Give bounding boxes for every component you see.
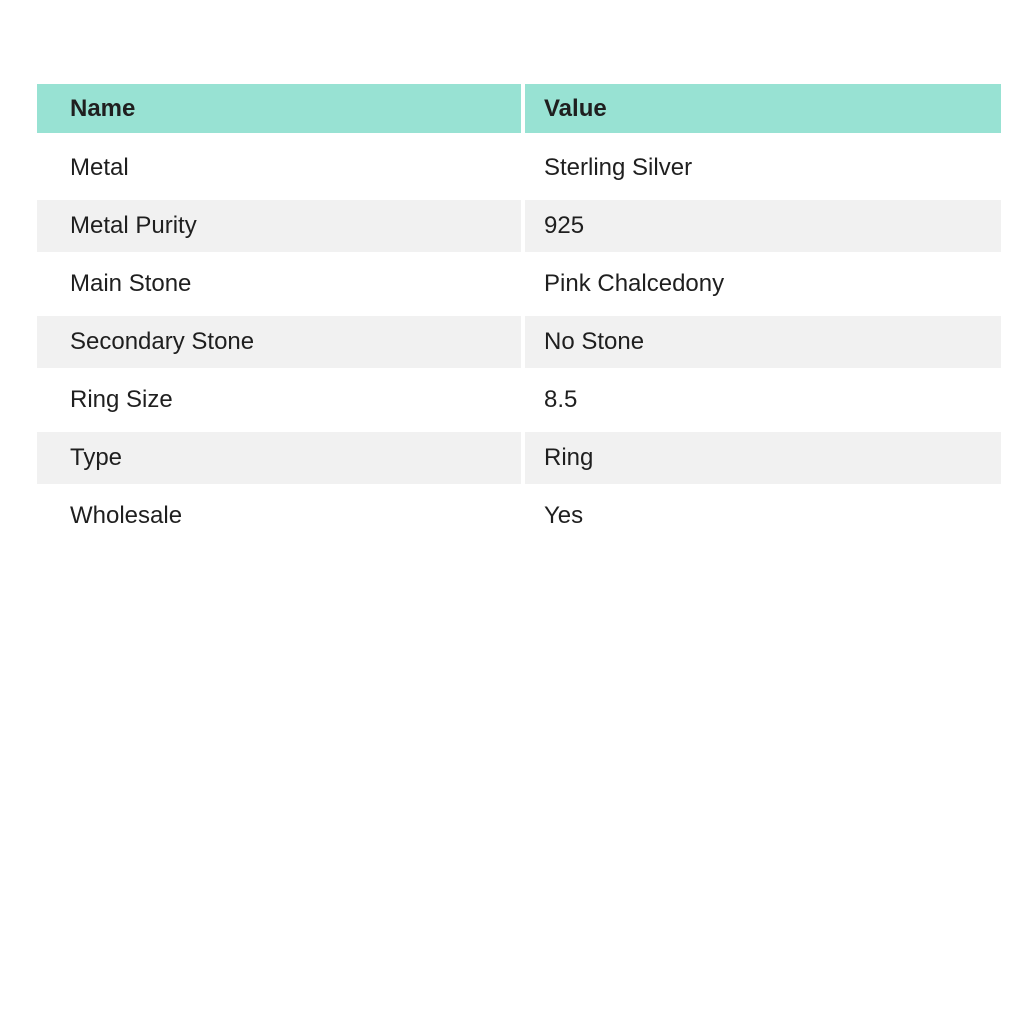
attribute-value-cell: No Stone [521,316,1001,368]
column-header-name: Name [70,94,136,122]
attribute-name-cell: Ring Size [70,386,173,413]
column-header-value: Value [521,84,1001,133]
attribute-name-cell: Metal Purity [70,212,197,239]
table-row [37,139,1001,197]
attribute-name-cell: Type [70,444,123,471]
table-row [37,255,1001,313]
table-header-row [37,84,1001,133]
table-row [37,487,1001,545]
product-spec-table [37,84,1001,545]
attribute-value-cell: Pink Chalcedony [521,255,1001,313]
attribute-value-cell: Yes [521,487,1001,545]
attribute-value-cell: 925 [521,200,1001,252]
attribute-value-cell: Sterling Silver [521,139,1001,197]
attribute-name-cell: Wholesale [70,502,183,529]
table-row [37,313,1001,371]
table-row [37,197,1001,255]
attribute-value-cell: 8.5 [521,371,1001,429]
table-row [37,429,1001,487]
attribute-name-cell: Secondary Stone [70,328,255,355]
table-row [37,371,1001,429]
attribute-name-cell: Main Stone [70,270,192,297]
attribute-name-cell: Metal [70,154,129,181]
table-body [37,139,1001,545]
attribute-value-cell: Ring [521,432,1001,484]
